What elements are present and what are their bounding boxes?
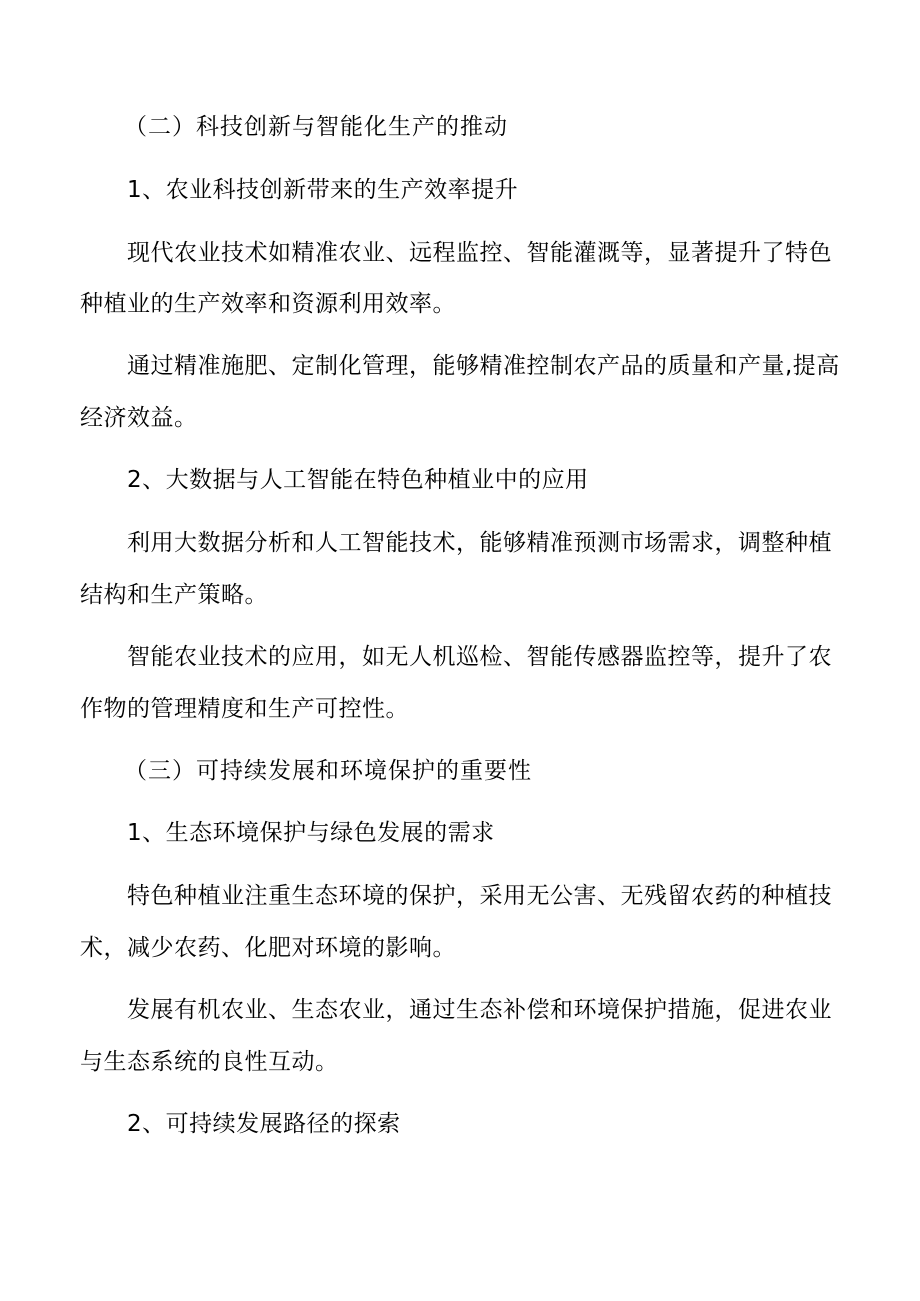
paragraph-line: 术，减少农药、化肥对环境的影响。 xyxy=(80,935,456,961)
paragraph-line: 种植业的生产效率和资源利用效率。 xyxy=(80,291,456,317)
paragraph-line: 智能农业技术的应用，如无人机巡检、智能传感器监控等，提升了农 xyxy=(127,644,832,670)
paragraph-line: 作物的管理精度和生产可控性。 xyxy=(80,696,409,722)
paragraph-line: 通过精准施肥、定制化管理，能够精准控制农产品的质量和产量,提高 xyxy=(127,353,840,379)
paragraph-line: 结构和生产策略。 xyxy=(80,582,268,608)
section-heading-2: （二）科技创新与智能化生产的推动 xyxy=(124,114,508,140)
paragraph-line: 利用大数据分析和人工智能技术，能够精准预测市场需求，调整种植 xyxy=(127,530,832,556)
paragraph-line: 与生态系统的良性互动。 xyxy=(80,1049,339,1075)
subheading-2-1: 1、农业科技创新带来的生产效率提升 xyxy=(127,177,519,203)
paragraph-line: 现代农业技术如精准农业、远程监控、智能灌溉等，显著提升了特色 xyxy=(127,240,832,266)
paragraph-line: 发展有机农业、生态农业，通过生态补偿和环境保护措施，促进农业 xyxy=(127,997,832,1023)
paragraph-line: 特色种植业注重生态环境的保护，采用无公害、无残留农药的种植技 xyxy=(127,883,832,909)
subheading-3-2: 2、可持续发展路径的探索 xyxy=(127,1111,401,1137)
paragraph-line: 经济效益。 xyxy=(80,405,198,431)
section-heading-3: （三）可持续发展和环境保护的重要性 xyxy=(124,758,532,784)
subheading-2-2: 2、大数据与人工智能在特色种植业中的应用 xyxy=(127,467,589,493)
subheading-3-1: 1、生态环境保护与绿色发展的需求 xyxy=(127,820,495,846)
